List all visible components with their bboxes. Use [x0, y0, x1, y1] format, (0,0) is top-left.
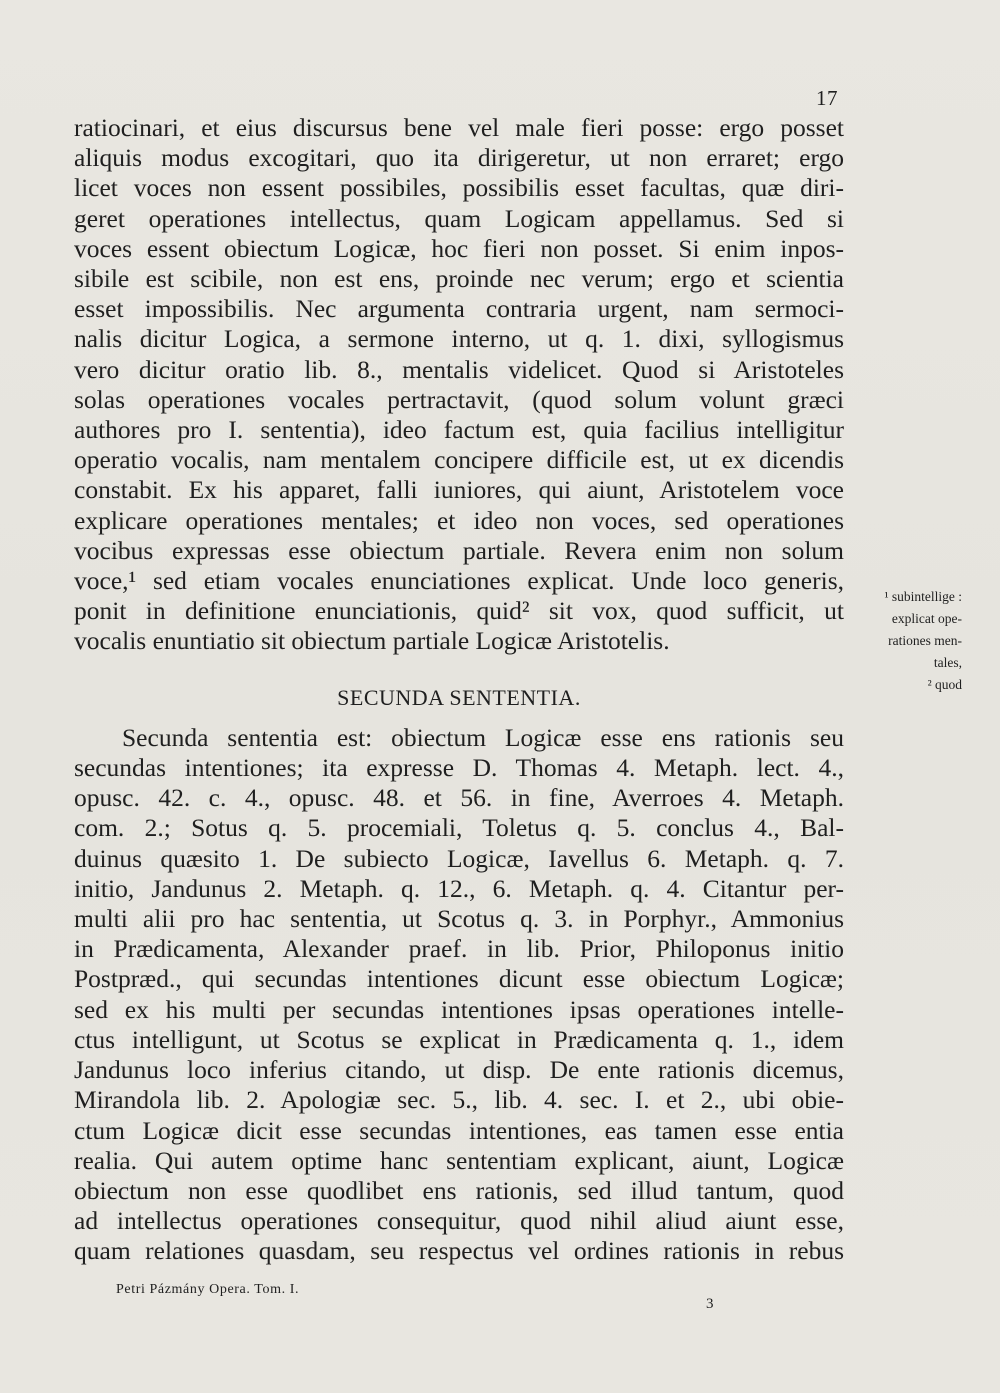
text-line: sed ex his multi per secundas intentiones ipsas operationes intelle-: [74, 994, 844, 1024]
text-line: aliquis modus excogitari, quo ita dirigeretur, ut non erraret; ergo: [74, 143, 844, 173]
page-number: 17: [816, 86, 838, 110]
text-line: duinus quæsito 1. De subiecto Logicæ, Iavellus 6. Metaph. q. 7.: [74, 843, 844, 873]
signature-mark: 3: [706, 1296, 714, 1312]
text-line: opusc. 42. c. 4., opusc. 48. et 56. in fine, Averroes 4. Metaph.: [74, 783, 844, 813]
margin-note-line: explicat ope-: [891, 611, 962, 626]
text-line: authores pro I. sententia), ideo factum est, quia facilius intelligitur: [74, 415, 844, 445]
text-line: sibile est scibile, non est ens, proinde nec verum; ergo et scientia: [74, 264, 844, 294]
margin-note-line: tales,: [933, 655, 962, 670]
text-line: com. 2.; Sotus q. 5. procemiali, Toletus q. 5. conclus 4., Bal-: [74, 813, 844, 843]
text-line: voces essent obiectum Logicæ, hoc fieri non posset. Si enim inpos-: [74, 233, 844, 263]
text-line: quam relationes quasdam, seu respectus vel ordines rationis in rebus: [74, 1236, 844, 1266]
text-line: ctum Logicæ dicit esse secundas intentiones, eas tamen esse entia: [74, 1115, 844, 1145]
text-line: ratiocinari, et eius discursus bene vel male fieri posse: ergo posset: [74, 113, 844, 142]
text-line: in Prædicamenta, Alexander praef. in lib. Prior, Philoponus initio: [74, 934, 844, 964]
text-line: vero dicitur oratio lib. 8., mentalis videlicet. Quod si Aristoteles: [74, 354, 844, 384]
section-heading: SECUNDA SENTENTIA.: [337, 684, 581, 710]
text-line: voce,¹ sed etiam vocales enunciationes explicat. Unde loco generis,: [74, 566, 844, 596]
text-line: nalis dicitur Logica, a sermone interno, ut q. 1. dixi, syllogismus: [74, 324, 844, 354]
text-line: solas operationes vocales pertractavit, (quod solum volunt græci: [74, 384, 844, 414]
body-text: [74, 113, 844, 1267]
text-line: Jandunus loco inferius citando, ut disp. De ente rationis dicemus,: [74, 1055, 844, 1085]
footer-title: Petri Pázmány Opera. Tom. I.: [116, 1282, 300, 1297]
text-line: vocibus expressas esse obiectum partiale. Revera enim non solum: [74, 535, 844, 565]
text-line: Mirandola lib. 2. Apologiæ sec. 5., lib. 4. sec. I. et 2., ubi obie-: [74, 1085, 844, 1115]
margin-note-line: ² quod: [927, 677, 962, 692]
text-line: vocalis enuntiatio sit obiectum partiale Logicæ Aristotelis.: [74, 626, 670, 656]
text-line: ponit in definitione enunciationis, quid² sit vox, quod sufficit, ut: [74, 596, 844, 626]
margin-note-line: rationes men-: [888, 633, 962, 648]
text-line: geret operationes intellectus, quam Logicam appellamus. Sed si: [74, 203, 844, 233]
text-line: operatio vocalis, nam mentalem concipere difficile est, ut ex dicendis: [74, 445, 844, 475]
text-line: obiectum non esse quodlibet ens rationis, sed illud tantum, quod: [74, 1175, 844, 1205]
paragraph-1: [74, 113, 844, 657]
text-line: multi alii pro hac sententia, ut Scotus q. 3. in Porphyr., Ammonius: [74, 904, 844, 934]
margin-notes: [852, 586, 962, 696]
text-line: secundas intentiones; ita expresse D. Thomas 4. Metaph. lect. 4.,: [74, 753, 844, 783]
text-line: ctus intelligunt, ut Scotus se explicat in Prædicamenta q. 1., idem: [74, 1024, 844, 1054]
text-line: ad intellectus operationes consequitur, quod nihil aliud aiunt esse,: [74, 1206, 844, 1236]
margin-note-line: ¹ subintellige :: [884, 589, 962, 604]
text-line: initio, Jandunus 2. Metaph. q. 12., 6. Metaph. q. 4. Citantur per-: [74, 873, 844, 903]
text-line: realia. Qui autem optime hanc sententiam explicant, aiunt, Logicæ: [74, 1145, 844, 1175]
text-line: constabit. Ex his apparet, falli iuniores, qui aiunt, Aristotelem voce: [74, 475, 844, 505]
text-line: Postpræd., qui secundas intentiones dicunt esse obiectum Logicæ;: [74, 964, 844, 994]
text-line: explicare operationes mentales; et ideo non voces, sed operationes: [74, 505, 844, 535]
paragraph-2: [74, 723, 844, 1267]
text-line: licet voces non essent possibiles, possibilis esset facultas, quæ diri-: [74, 173, 844, 203]
text-line: Secunda sententia est: obiectum Logicæ esse ens rationis seu: [122, 722, 844, 752]
text-line: esset impossibilis. Nec argumenta contraria urgent, nam sermoci-: [74, 294, 844, 324]
